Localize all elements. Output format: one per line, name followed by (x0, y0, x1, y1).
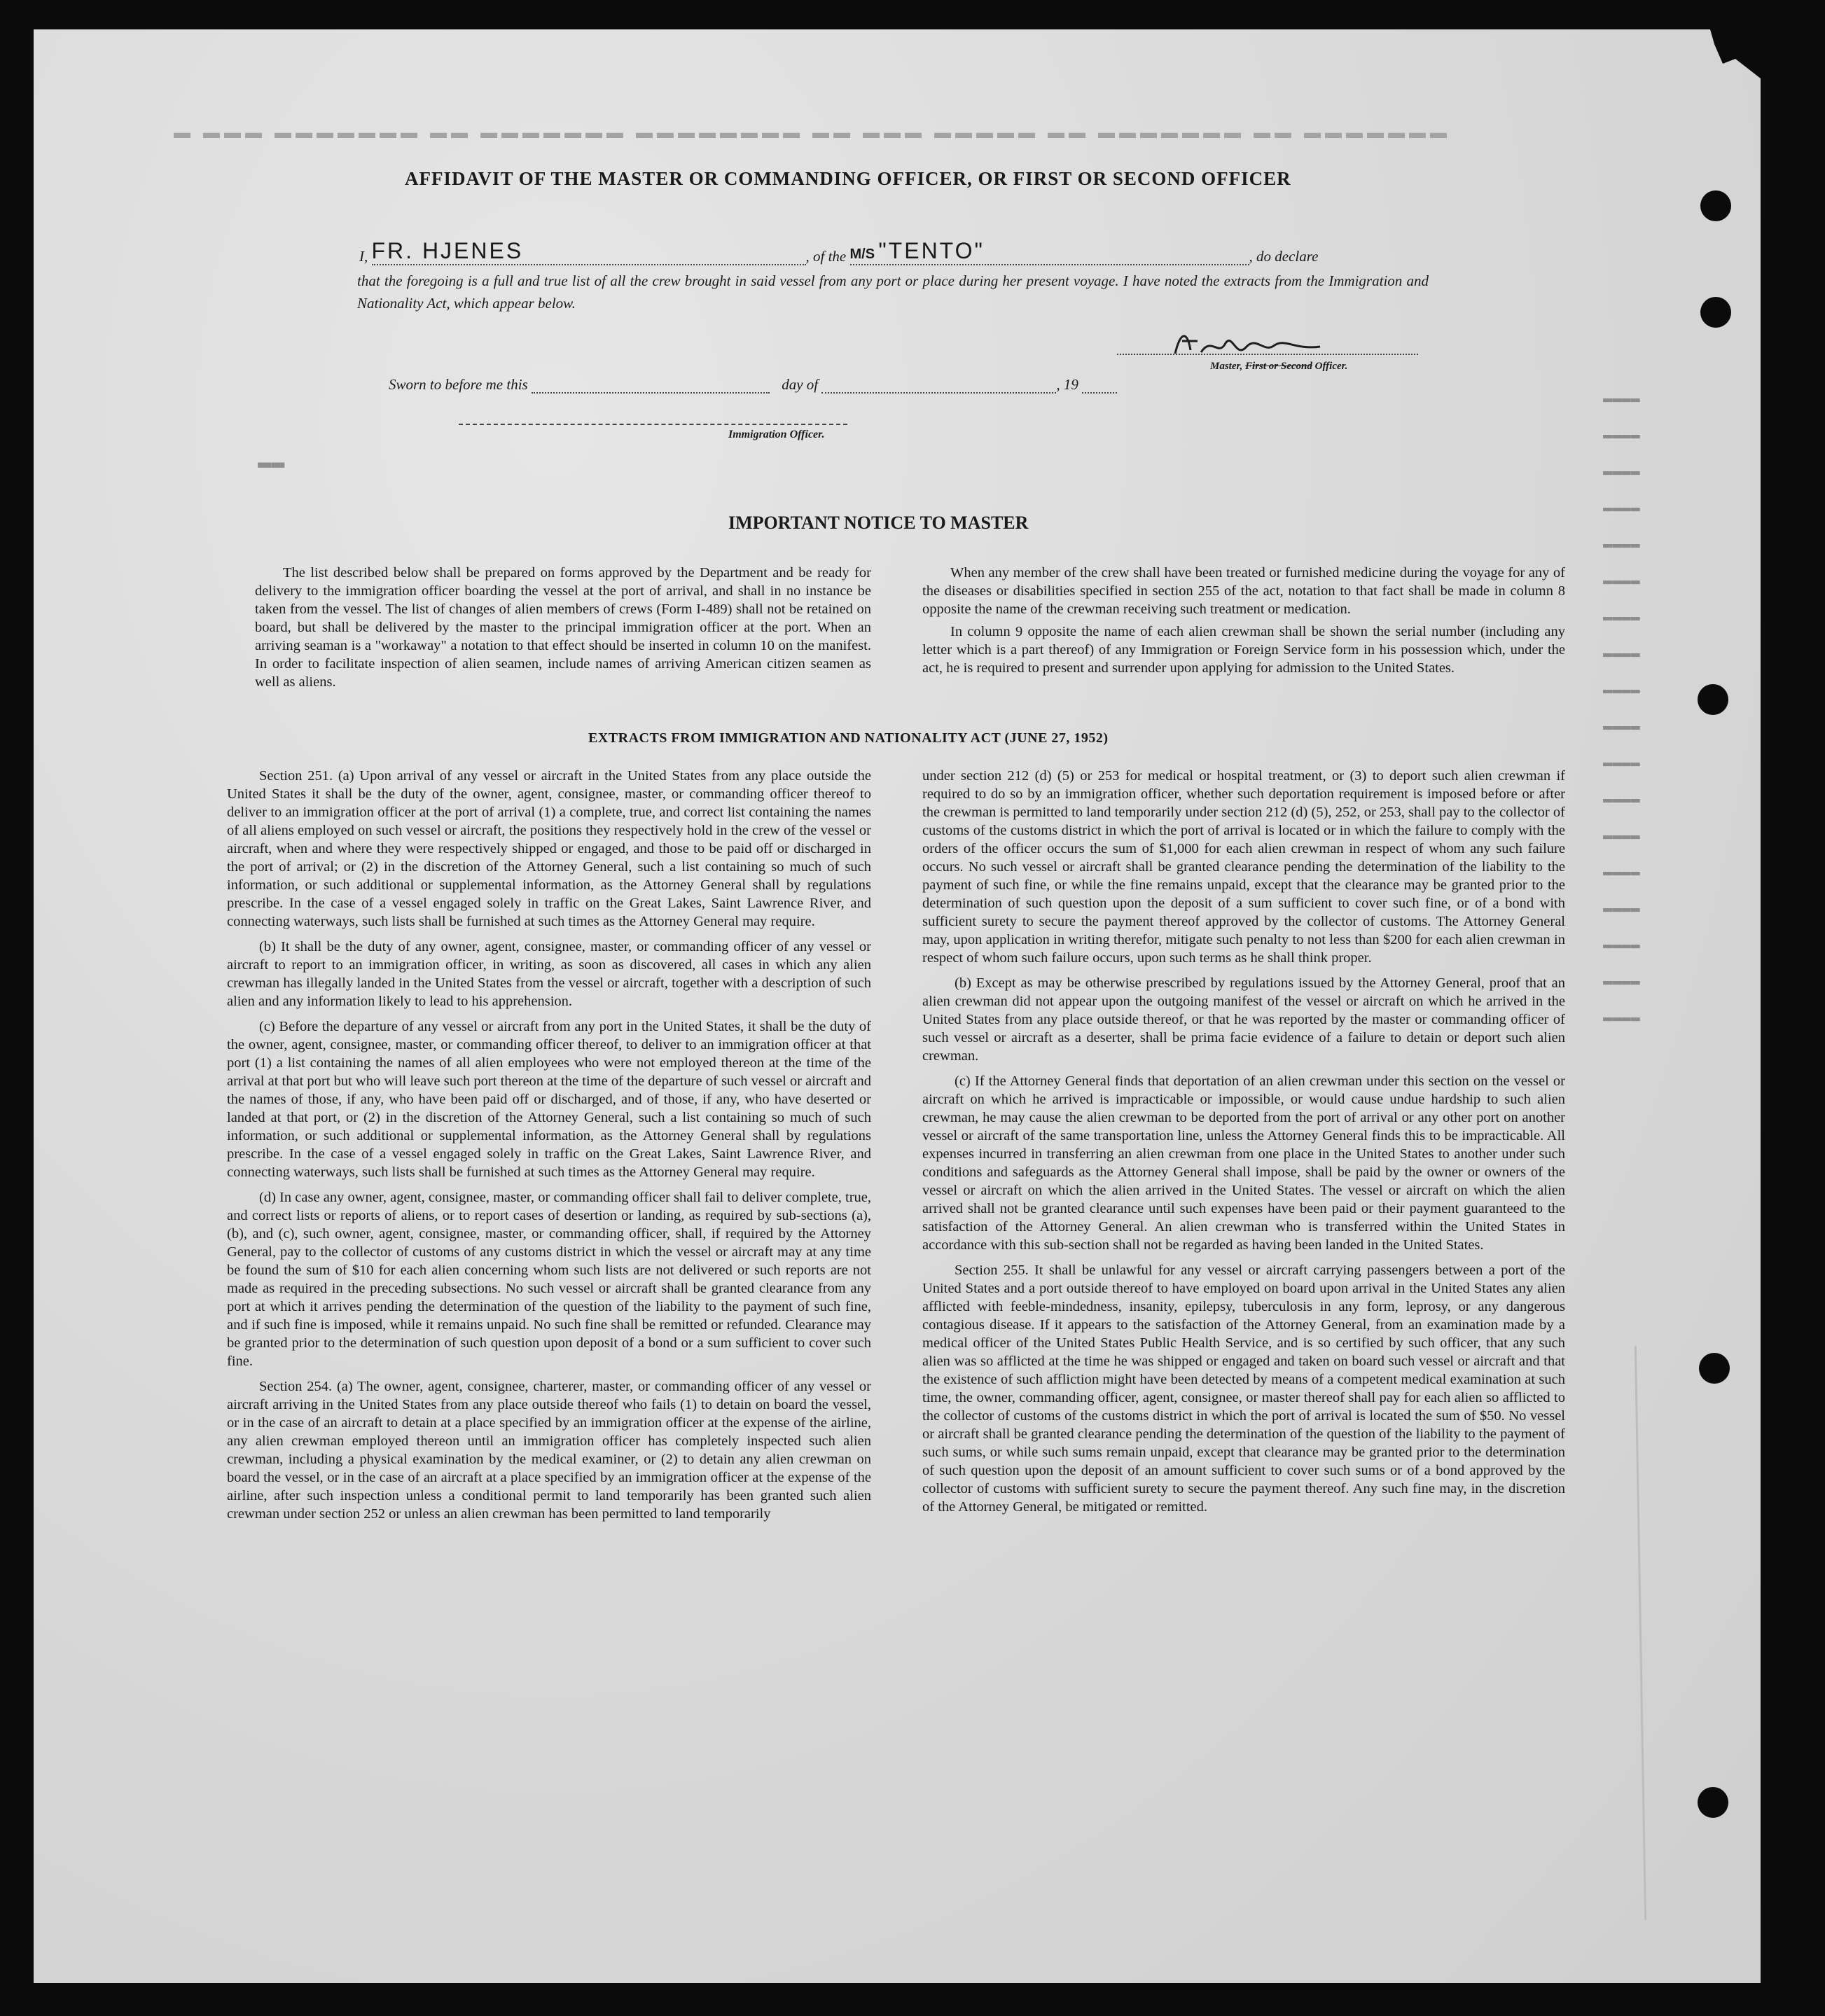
torn-corner (1677, 29, 1761, 78)
immigration-officer-caption: Immigration Officer. (728, 429, 825, 440)
notice-paragraph: When any member of the crew shall have been treated or furnished medicine during the voyage for any of the diseases or disabilities specified in section 255 of the act, notation to that fact shall be made in column 8 opposite the name of the crewman receiving such treatment or medication. (922, 565, 1565, 617)
sworn-line (389, 376, 1117, 394)
extracts-right-column (922, 767, 1565, 1516)
master-name-handwritten: FR. HJENES (371, 238, 524, 263)
sworn-month-field (821, 392, 1056, 394)
section-254a-continued: under section 212 (d) (5) or 253 for medical or hospital treatment, or (3) to deport such alien crewman if required to do so by an immigration officer, whether such deportation requirement is imposed before or after the crewman is permitted to land temporarily under section 212 (d) (5), 252, or 253, shall pay to the collector of customs of the customs district in which the port of arrival is located or in which the failure to comply with the orders of the officer occurs the sum of $1,000 for each alien crewman in respect of whom any such failure occurs. No such vessel or aircraft shall be granted clearance pending the determination of the liability to the payment of such fine, or while the fine remains unpaid, except that the clearance may be granted prior to the determination of such question upon the deposit of a sum sufficient to cover such fine, or of a bond with sufficient surety to secure the payment thereof approved by the collector of customs. The Attorney General may, upon application in writing therefor, mitigate such penalty to not less than $200 for each alien crewman in respect of whom such failure occurs, upon such terms as he shall think proper. (922, 768, 1565, 966)
do-declare-label: , do declare (1249, 248, 1319, 265)
show-through-text: ▬ ▬▬▬ ▬▬▬▬▬▬▬ ▬▬ ▬▬▬▬▬▬▬ ▬▬▬▬▬▬▬▬ ▬▬ ▬▬▬ ▬▬▬▬▬ ▬▬ ▬▬▬▬▬▬▬ ▬▬ ▬▬▬▬▬▬▬ (174, 124, 1451, 142)
affidavit-declaration: that the foregoing is a full and true list of all the crew brought in said vessel from any port or place during her present voyage. I have noted the extracts from the Immigration and Nationality Act, which appear below. (357, 272, 1429, 312)
year-label: , 19 (1056, 376, 1078, 393)
section-251c: (c) Before the departure of any vessel or aircraft from any port in the United States, it shall be the duty of the owner, agent, consignee, master, or commanding officer thereof, to deliver to an immigration officer at that port (1) a list containing the names of all alien employees who were not employed thereon at the time of the arrival at that port but who will leave such port thereon at the time of the departure of such vessel or aircraft and the names of those, if any, who have been paid off or discharged, and of those, if any, who have deserted or landed at that port, or (2) in the discretion of the Attorney General, such a list containing so much of such information, or such additional or supplemental information, as the Attorney General shall by regulations prescribe. In the case of a vessel engaged solely in traffic on the Great Lakes, Saint Lawrence River, and connecting waterways, such lists shall be furnished at such times as the Attorney General may require. (227, 1019, 871, 1180)
fold-line (1635, 1346, 1646, 1920)
section-254b: (b) Except as may be otherwise prescribed by regulations issued by the Attorney General, proof that an alien crewman did not appear upon the outgoing manifest of the vessel or aircraft on which he arrived in the United States from any place outside thereof, or that he was reported by the master or commanding officer of such vessel or aircraft as a deserter, shall be prima facie evidence of a failure to detain or deport such alien crewman. (922, 975, 1565, 1064)
notice-title: IMPORTANT NOTICE TO MASTER (728, 513, 1029, 533)
punch-hole (1698, 684, 1728, 715)
vessel-name-field (850, 238, 1249, 265)
section-254c: (c) If the Attorney General finds that deportation of an alien crewman under this section on the vessel or aircraft on which he arrived is impracticable or impossible, or would cause undue hardship to such alien crewman, he may cause the alien crewman to be deported from the port of arrival or any other port on another vessel or aircraft of the same transportation line, unless the Attorney General finds this to be impracticable. All expenses incurred in transferring an alien crewman from one place in the United States to another under such conditions and safeguards as the Attorney General shall impose, shall be paid by the owner or owners of the vessel or aircraft on which the alien arrived in the United States. The vessel or aircraft on which the alien arrived shall not be granted clearance until such expenses have been paid or their payment guaranteed to the satisfaction of the Attorney General. An alien crewman who is transferred within the United States in accordance with this sub-section shall not be regarded as having been landed in the United States. (922, 1073, 1565, 1253)
affidavit-title: AFFIDAVIT OF THE MASTER OR COMMANDING OFFICER, OR FIRST OR SECOND OFFICER (405, 168, 1291, 189)
caption-master: Master, (1210, 361, 1243, 372)
caption-struck-text: First or Second (1245, 361, 1312, 372)
signature-caption (1210, 361, 1347, 373)
section-254a: Section 254. (a) The owner, agent, consignee, charterer, master, or commanding officer of any vessel or aircraft arriving in the United States from any place outside thereof who fails (1) to detain on board the vessel, or in the case of an aircraft to detain at a place specified by an immigration officer at the expense of the airline, any alien crewman employed thereon until an immigration officer has completely inspected such alien crewman, including a physical examination by the medical examiner, or (2) to detain any alien crewman on board the vessel, or in the case of an aircraft at a place specified by an immigration officer at the expense of the airline, after such inspection unless a conditional permit to land temporarily has been granted such alien crewman under section 252 or unless an alien crewman has been permitted to land temporarily (227, 1379, 871, 1522)
show-through-column: ▬▬▬▬ ▬▬▬▬ ▬▬▬▬ ▬▬▬▬ ▬▬▬▬ ▬▬▬▬ ▬▬▬▬ ▬▬▬▬ ▬▬▬▬ ▬▬▬▬ ▬▬▬▬ ▬▬▬▬ ▬▬▬▬ ▬▬▬▬ ▬▬▬▬ ▬▬▬▬ ▬▬▬▬ ▬▬▬▬ (1603, 390, 1640, 1027)
vessel-name-typed: "TENTO" (878, 238, 985, 263)
show-through-mark: ▬▬ (258, 450, 285, 475)
section-251a: Section 251. (a) Upon arrival of any vessel or aircraft in the United States from any place outside the United States it shall be the duty of the owner, agent, consignee, master, or commanding officer thereof to deliver to an immigration officer at the port of arrival (1) a complete, true, and correct list containing the names of all aliens employed on such vessel or aircraft, the positions they respectively hold in the crew of the vessel or aircraft, when and where they were respectively shipped or engaged, and those to be paid off or discharged in the port of arrival; or (2) in the discretion of the Attorney General, such a list containing so much of such information, or such additional or supplemental information, as the Attorney General shall by regulations prescribe. In the case of a vessel engaged solely in traffic on the Great Lakes, Saint Lawrence River, and connecting waterways, such lists shall be furnished at such times as the Attorney General may require. (227, 768, 871, 929)
notice-right-column (922, 564, 1565, 677)
of-the-label: , of the (805, 248, 847, 265)
extracts-title: EXTRACTS FROM IMMIGRATION AND NATIONALITY ACT (JUNE 27, 1952) (588, 730, 1109, 746)
caption-officer: Officer. (1314, 361, 1348, 372)
punch-hole (1700, 297, 1731, 328)
affidavit-master-line (359, 238, 1431, 265)
notice-paragraph: The list described below shall be prepared on forms approved by the Department and be ready for delivery to the immigration officer boarding the vessel at the port of arrival, and shall in no instance be taken from the vessel. The list of changes of alien members of crews (Form I-489) shall not be retained on board, but shall be delivered by the master to the principal immigration officer at the port. When an arriving seaman is a "workaway" a notation to that effect should be inserted in column 10 on the manifest. In order to facilitate inspection of alien seamen, include names of arriving American citizen seamen as well as aliens. (255, 565, 871, 690)
punch-hole (1700, 190, 1731, 221)
master-name-field (372, 238, 806, 265)
sworn-day-field (532, 392, 770, 394)
notice-left-column (255, 564, 871, 691)
sworn-label: Sworn to before me this (389, 376, 528, 393)
immigration-officer-signature-line (459, 424, 847, 425)
pronoun-label: I, (359, 248, 368, 265)
section-251d: (d) In case any owner, agent, consignee, master, or commanding officer shall fail to deliver complete, true, and correct lists or reports of aliens, or to report cases of desertion or landing, as required by sub-sections (a), (b), and (c), such owner, agent, consignee, master, or commanding officer, shall, if required by the Attorney General, pay to the collector of customs of any customs district in which the vessel or aircraft may at any time be found the sum of $10 for each alien concerning whom such lists are not delivered or such reports are not made as required in the preceding subsections. No such vessel or aircraft shall be granted clearance from any port at which it arrives pending the determination of the question of the liability to the payment of such fine, and if such fine is imposed, while it remains unpaid. No such fine shall be remitted or refunded. Clearance may be granted prior to the determination of such question upon deposit of a bond or a sum sufficient to cover such fine. (227, 1190, 871, 1369)
vessel-prefix: M/S (849, 246, 875, 262)
punch-hole (1699, 1353, 1730, 1384)
day-of-label: day of (782, 376, 819, 393)
extracts-left-column (227, 767, 871, 1523)
section-255: Section 255. It shall be unlawful for any vessel or aircraft carrying passengers between a port of the United States and a port outside thereof to have employed on board upon arrival in the United States any alien afflicted with feeble-mindedness, insanity, epilepsy, tuberculosis in any form, leprosy, or any dangerous contagious disease. If it appears to the satisfaction of the Attorney General, from an examination made by a medical officer of the United States Public Health Service, and is so certified by such officer, that any such alien was so afflicted at the time he was shipped or engaged and taken on board such vessel or aircraft and that the existence of such affliction might have been detected by means of a competent medical examination at such time, the owner, commanding officer, agent, consignee, or master thereof shall pay for each alien so afflicted to the collector of customs of the customs district in which the port of arrival is located the sum of $50. No vessel or aircraft shall be granted clearance pending the determination of the question of the liability to the payment of such sums, or while such sums remain unpaid, except that clearance may be granted prior to the determination of such question upon the deposit of an amount sufficient to cover such sums or of a bond approved by the collector of customs with sufficient surety to secure the payment thereof. Any such fine may, in the discretion of the Attorney General, be mitigated or remitted. (922, 1263, 1565, 1515)
section-251b: (b) It shall be the duty of any owner, agent, consignee, master, or commanding officer of any vessel or aircraft to report to an immigration officer, in writing, as soon as discovered, all cases in which any alien crewman has illegally landed in the United States from the vessel or aircraft, together with a description of such alien and any information likely to lead to his apprehension. (227, 939, 871, 1009)
master-signature (1170, 326, 1331, 364)
signature-line (1117, 354, 1418, 355)
notice-paragraph: In column 9 opposite the name of each alien crewman shall be shown the serial number (including any letter which is a part thereof) of any Immigration or Foreign Service form in his possession which, under the act, he is required to present and surrender upon applying for admission to the United States. (922, 624, 1565, 676)
sworn-year-field (1082, 392, 1117, 394)
punch-hole (1698, 1787, 1728, 1818)
